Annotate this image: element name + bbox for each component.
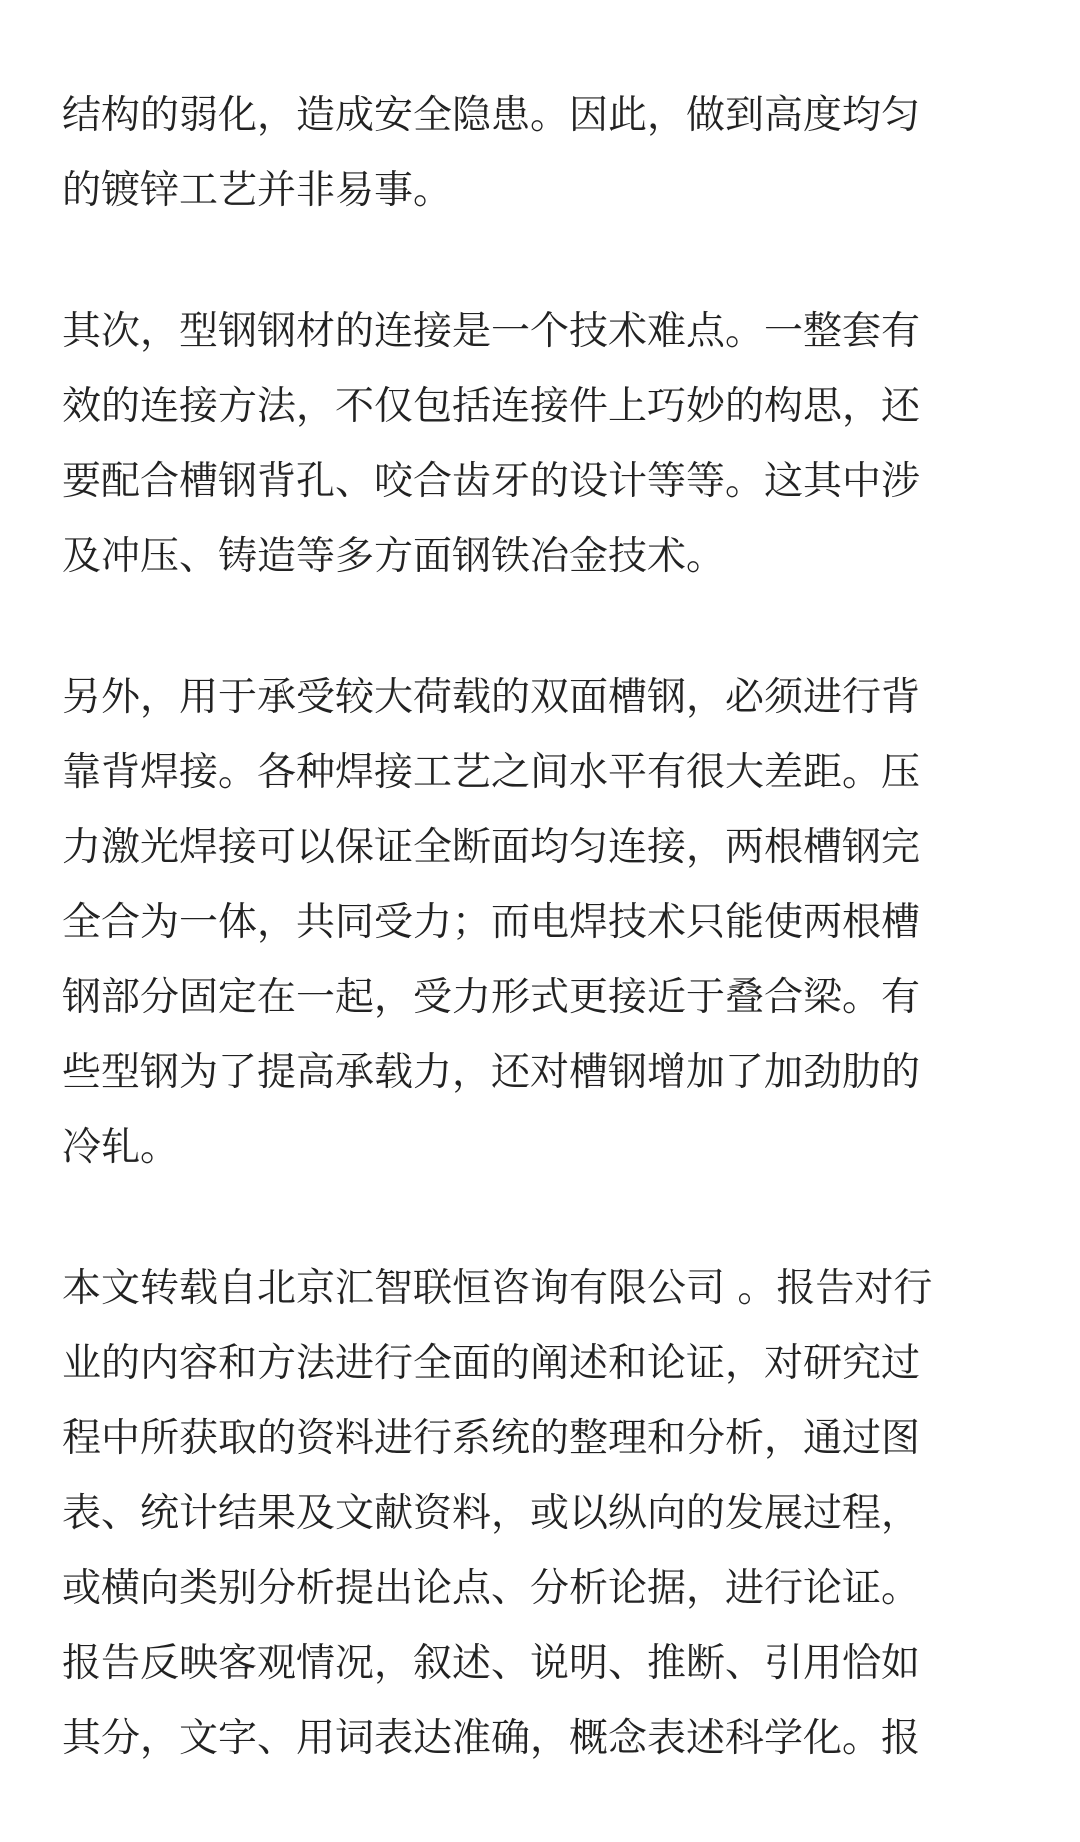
text-line: 程中所获取的资料进行系统的整理和分析，通过图 xyxy=(62,1416,921,1461)
text-line: 钢部分固定在一起，受力形式更接近于叠合梁。有 xyxy=(62,975,921,1020)
text-line: 另外，用于承受较大荷载的双面槽钢，必须进行背 xyxy=(62,675,921,720)
article-body xyxy=(62,78,1022,1842)
text-line: 报告反映客观情况，叙述、说明、推断、引用恰如 xyxy=(62,1641,921,1686)
paragraph-source-note xyxy=(62,1251,1022,1776)
text-line: 其分，文字、用词表达准确，概念表述科学化。报 xyxy=(62,1716,921,1761)
text-line: 结构的弱化，造成安全隐患。因此，做到高度均匀 xyxy=(62,93,921,138)
text-line: 及冲压、铸造等多方面钢铁冶金技术。 xyxy=(62,534,726,579)
text-line: 的镀锌工艺并非易事。 xyxy=(62,168,453,213)
paragraph-connection xyxy=(62,294,1022,594)
text-line: 靠背焊接。各种焊接工艺之间水平有很大差距。压 xyxy=(62,750,921,795)
text-line: 其次，型钢钢材的连接是一个技术难点。一整套有 xyxy=(62,309,921,354)
text-line: 要配合槽钢背孔、咬合齿牙的设计等等。这其中涉 xyxy=(62,459,921,504)
text-line: 本文转载自北京汇智联恒咨询有限公司 。报告对行 xyxy=(62,1266,933,1311)
text-line: 全合为一体，共同受力；而电焊技术只能使两根槽 xyxy=(62,900,921,945)
paragraph-welding xyxy=(62,660,1022,1185)
text-line: 冷轧。 xyxy=(62,1125,180,1170)
text-line: 表、统计结果及文献资料，或以纵向的发展过程， xyxy=(62,1491,921,1536)
text-line: 力激光焊接可以保证全断面均匀连接，两根槽钢完 xyxy=(62,825,921,870)
text-line: 或横向类别分析提出论点、分析论据，进行论证。 xyxy=(62,1566,921,1611)
paragraph-galvanizing xyxy=(62,78,1022,228)
text-line: 业的内容和方法进行全面的阐述和论证，对研究过 xyxy=(62,1341,921,1386)
text-line: 效的连接方法，不仅包括连接件上巧妙的构思，还 xyxy=(62,384,921,429)
text-line: 些型钢为了提高承载力，还对槽钢增加了加劲肋的 xyxy=(62,1050,921,1095)
